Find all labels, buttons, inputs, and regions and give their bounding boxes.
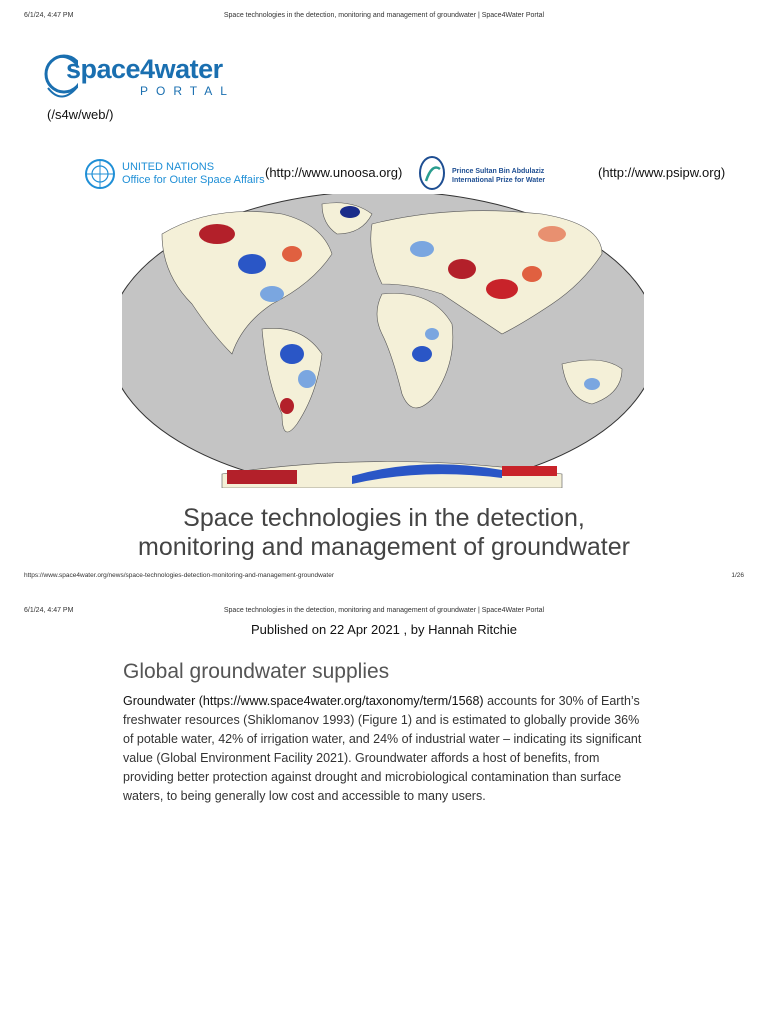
section-title: Global groundwater supplies [123, 660, 390, 683]
groundwater-world-map [122, 194, 644, 488]
body-text-rest: accounts for 30% of Earth’s freshwater resources (Shiklomanov 1993) (Figure 1) and is estimated to globally provide 36% of potable water, 42% of irrigation water, and 24% of industrial water – indicating its significant value (Global Environment Facility 2021). Groundwater affords a host of benefits, from providing better protection against drought and microbiological contamination than surface waters, to being generally low cost and accessible to many users. [123, 694, 642, 803]
logo-subtitle: PORTAL [140, 84, 235, 98]
article-title-line2: monitoring and management of groundwater [138, 533, 630, 561]
footer-page-number: 1/26 [731, 572, 744, 579]
print-footer [0, 572, 768, 584]
print-title-page2: Space technologies in the detection, monitoring and management of groundwater | Space4Water Portal [223, 607, 545, 614]
unoosa-link[interactable]: (http://www.unoosa.org) [265, 165, 403, 180]
article-title [0, 504, 768, 562]
footer-url: https://www.space4water.org/news/space-technologies-detection-monitoring-and-management-groundwater [24, 572, 335, 579]
article-title-line1: Space technologies in the detection, [183, 504, 585, 532]
psipw-emblem-icon [418, 155, 448, 191]
psipw-link[interactable]: (http://www.psipw.org) [598, 165, 726, 180]
logo-wordmark: space4water [66, 54, 223, 84]
print-date: 6/1/24, 4:47 PM [24, 12, 74, 19]
site-logo[interactable] [44, 48, 244, 108]
psipw-line2: International Prize for Water [452, 177, 546, 184]
logo-link[interactable]: (/s4w/web/) [47, 107, 114, 122]
print-date-page2: 6/1/24, 4:47 PM [24, 607, 74, 614]
unoosa-logo[interactable] [82, 157, 265, 191]
un-line1: UNITED NATIONS [122, 161, 215, 173]
published-info: Published on 22 Apr 2021 , by Hannah Ritchie [251, 622, 517, 637]
print-header [0, 12, 768, 26]
body-paragraph [123, 692, 648, 806]
un-emblem-icon [82, 157, 118, 191]
groundwater-link[interactable]: Groundwater (https://www.space4water.org/taxonomy/term/1568) [123, 694, 484, 708]
psipw-logo[interactable] [418, 155, 568, 191]
print-header-page2 [0, 607, 768, 621]
un-line2: Office for Outer Space Affairs [122, 174, 265, 186]
print-title: Space technologies in the detection, monitoring and management of groundwater | Space4Water Portal [223, 12, 545, 19]
psipw-line1: Prince Sultan Bin Abdulaziz [452, 168, 545, 175]
